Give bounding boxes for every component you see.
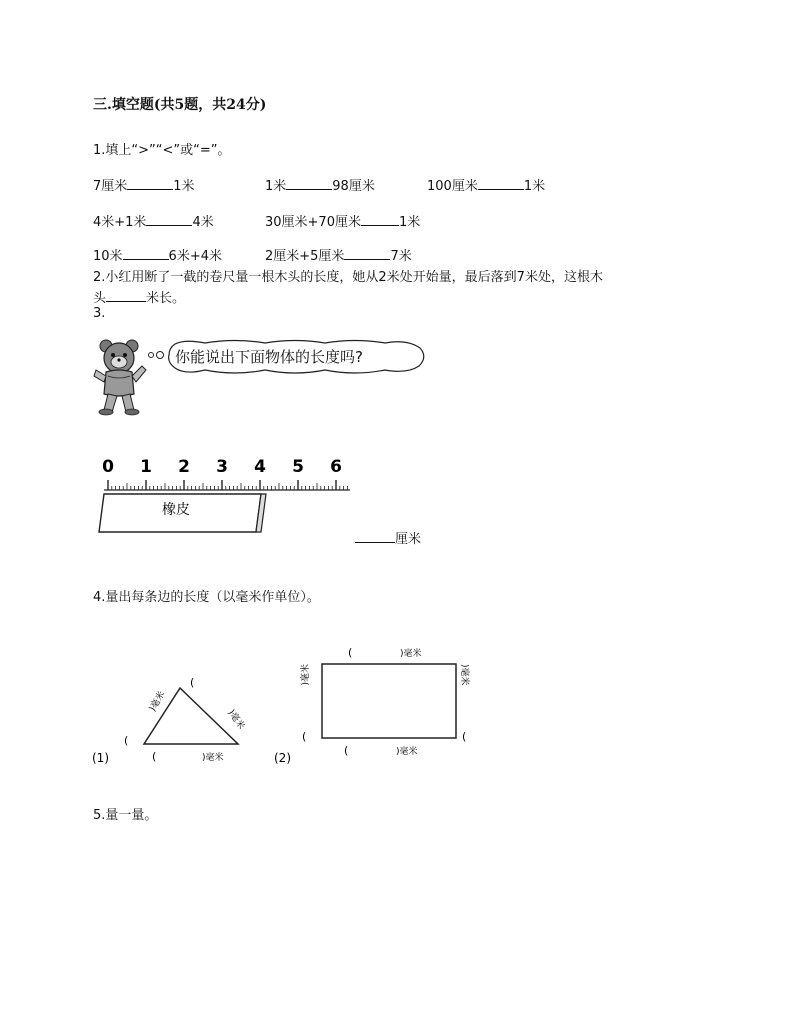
ruler-label: 4: [254, 457, 266, 477]
q1-item-right: 1米: [173, 179, 195, 194]
q1-item-left: 2厘米+5厘米: [265, 249, 345, 264]
q1-item-left: 30厘米+70厘米: [265, 215, 361, 230]
q1-item-5: [265, 211, 420, 230]
q1-item-right: 1米: [398, 215, 421, 230]
ruler-label: 6: [330, 457, 342, 477]
q1-item-left: 7厘米: [93, 179, 128, 194]
paren-open: (: [190, 676, 195, 689]
answer-blank[interactable]: [127, 177, 173, 190]
ruler-label: 2: [178, 457, 190, 477]
answer-blank[interactable]: [123, 247, 169, 260]
ruler-label: 5: [292, 457, 304, 477]
paren-open: (: [348, 646, 353, 659]
q1-item-6: [93, 245, 222, 264]
unit-label-bottom: )毫米: [202, 753, 224, 763]
paren-open: (: [302, 730, 307, 743]
q1-item-right: 1米: [523, 179, 546, 194]
q1-item-left: 100厘米: [427, 179, 478, 194]
ruler-label: 0: [102, 457, 114, 477]
q2-line1: 2.小红用断了一截的卷尺量一根木头的长度，她从2米处开始量，最后落到7米处，这根木: [93, 270, 603, 285]
fig2-label: (2): [274, 751, 291, 765]
unit-label-right: )毫米: [459, 664, 469, 686]
q1-item-7: [265, 245, 412, 264]
rectangle: [322, 664, 456, 738]
unit-label-top: )毫米: [400, 649, 422, 659]
paren-open: (: [344, 744, 349, 757]
q5-prompt: 5.量一量。: [93, 808, 158, 823]
q1-item-1: [93, 175, 195, 194]
answer-blank[interactable]: [478, 177, 524, 190]
answer-blank[interactable]: [286, 177, 332, 190]
q4-prompt: 4.量出每条边的长度（以毫米作单位）。: [93, 590, 320, 605]
q1-item-left: 1米: [265, 179, 287, 194]
q3-answer-unit: 厘米: [395, 532, 422, 547]
q1-prompt: 1.填上“>”“<”或“=”。: [93, 143, 231, 158]
q1-item-right: 4米: [192, 215, 214, 230]
answer-blank[interactable]: [146, 213, 192, 226]
q1-item-left: 4米+1米: [93, 215, 147, 230]
ruler-label: 3: [216, 457, 228, 477]
paren-open: (: [124, 734, 129, 747]
unit-label-left: )毫米: [301, 664, 311, 686]
q2-line2: [93, 287, 185, 306]
q1-item-right: 98厘米: [332, 179, 375, 194]
ruler-labels: [102, 457, 342, 477]
ruler-label: 1: [140, 457, 152, 477]
q2-line2-suffix: 米长。: [146, 291, 186, 306]
bear-mascot-icon: [92, 336, 148, 416]
ruler-figure: [96, 452, 358, 542]
q4-figures: [90, 636, 490, 776]
q1-item-left: 10米: [93, 249, 123, 264]
section-title: 三.填空题(共5题，共24分): [93, 97, 267, 113]
bubble-text: 你能说出下面物体的长度吗?: [175, 348, 363, 366]
answer-blank[interactable]: [355, 530, 395, 543]
unit-label-right-side: )毫米: [225, 707, 247, 732]
fig1-label: (1): [92, 751, 109, 765]
answer-blank[interactable]: [344, 247, 390, 260]
unit-label-bottom: )毫米: [396, 747, 418, 757]
ruler-ticks: [108, 480, 347, 490]
q2-line2-prefix: 头: [93, 291, 107, 306]
paren-open: (: [462, 730, 467, 743]
unit-label-left-side: )毫米: [147, 689, 168, 714]
q1-item-4: [93, 211, 214, 230]
paren-open: (: [152, 750, 157, 763]
answer-blank[interactable]: [361, 213, 399, 226]
q1-item-2: [265, 175, 375, 194]
q3-answer: [355, 528, 421, 547]
q1-item-3: [427, 175, 545, 194]
q3-number: 3.: [93, 306, 106, 321]
answer-blank[interactable]: [106, 289, 146, 302]
q1-item-right: 7米: [390, 249, 412, 264]
eraser-label: 橡皮: [162, 502, 190, 518]
q1-item-right: 6米+4米: [168, 249, 222, 264]
